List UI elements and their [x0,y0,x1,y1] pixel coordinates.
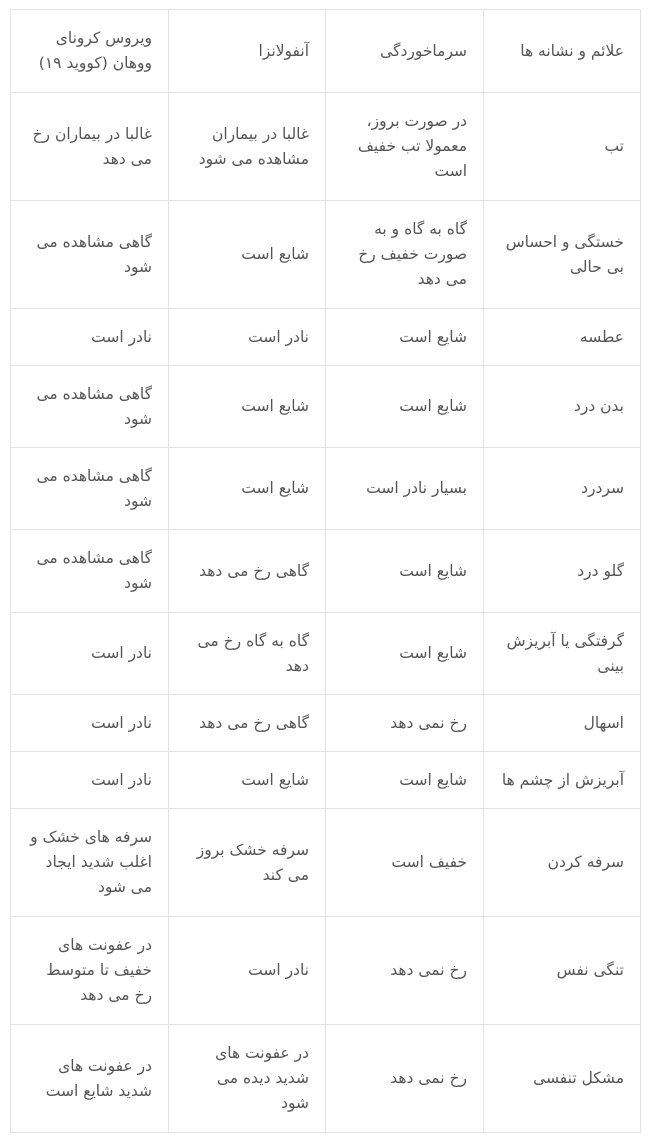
table-row [11,752,641,809]
table-cell: آبریزش از چشم ها [484,752,641,809]
header-cell-influenza: آنفولانزا [169,10,326,93]
table-cell: سرفه کردن [484,809,641,917]
table-cell: مشکل تنفسی [484,1025,641,1133]
table-cell: گاهی رخ می دهد [169,695,326,752]
table-cell: غالبا در بیماران رخ می دهد [11,93,169,201]
table-row [11,448,641,530]
header-cell-covid19: ویروس کرونای ووهان (کووید ۱۹) [11,10,169,93]
table-cell: نادر است [11,752,169,809]
table-row [11,201,641,309]
table-cell: عطسه [484,309,641,366]
table-row [11,695,641,752]
table-cell: رخ نمی دهد [326,695,484,752]
symptoms-comparison-table [10,9,641,1133]
table-cell: نادر است [11,309,169,366]
header-cell-symptoms: علائم و نشانه ها [484,10,641,93]
table-cell: بدن درد [484,366,641,448]
table-cell: در عفونت های خفیف تا متوسط رخ می دهد [11,917,169,1025]
table-cell: شایع است [326,309,484,366]
table-cell: گاهی رخ می دهد [169,530,326,613]
table-cell: سرفه خشک بروز می کند [169,809,326,917]
table-row [11,366,641,448]
table-cell: تب [484,93,641,201]
table-cell: اسهال [484,695,641,752]
table-cell: خفیف است [326,809,484,917]
table-cell: در صورت بروز، معمولا تب خفیف است [326,93,484,201]
table-cell: شایع است [169,752,326,809]
table-row [11,1025,641,1133]
table-cell: گاهی مشاهده می شود [11,201,169,309]
table-row [11,613,641,695]
table-cell: در عفونت های شدید شایع است [11,1025,169,1133]
table-row [11,530,641,613]
table-cell: نادر است [11,695,169,752]
table-row [11,93,641,201]
table-cell: سردرد [484,448,641,530]
table-cell: گلو درد [484,530,641,613]
table-cell: غالبا در بیماران مشاهده می شود [169,93,326,201]
table-cell: شایع است [326,613,484,695]
table-cell: شایع است [326,530,484,613]
table-cell: گاهی مشاهده می شود [11,366,169,448]
table-cell: گاه به گاه و به صورت خفیف رخ می دهد [326,201,484,309]
table-cell: نادر است [169,309,326,366]
table-cell: نادر است [169,917,326,1025]
table-header-row [11,10,641,93]
table-row [11,917,641,1025]
table-cell: شایع است [169,366,326,448]
header-cell-common-cold: سرماخوردگی [326,10,484,93]
table-cell: شایع است [326,752,484,809]
symptoms-comparison-table-container [11,9,641,1133]
table-row [11,809,641,917]
table-cell: در عفونت های شدید دیده می شود [169,1025,326,1133]
table-cell: شایع است [169,201,326,309]
table-cell: گاهی مشاهده می شود [11,448,169,530]
table-cell: شایع است [326,366,484,448]
table-row [11,309,641,366]
table-cell: سرفه های خشک و اغلب شدید ایجاد می شود [11,809,169,917]
table-cell: نادر است [11,613,169,695]
table-cell: رخ نمی دهد [326,917,484,1025]
table-cell: رخ نمی دهد [326,1025,484,1133]
table-cell: شایع است [169,448,326,530]
table-cell: تنگی نفس [484,917,641,1025]
table-cell: خستگی و احساس بی حالی [484,201,641,309]
table-cell: گاه به گاه رخ می دهد [169,613,326,695]
table-cell: گاهی مشاهده می شود [11,530,169,613]
table-cell: بسیار نادر است [326,448,484,530]
table-cell: گرفتگی یا آبریزش بینی [484,613,641,695]
